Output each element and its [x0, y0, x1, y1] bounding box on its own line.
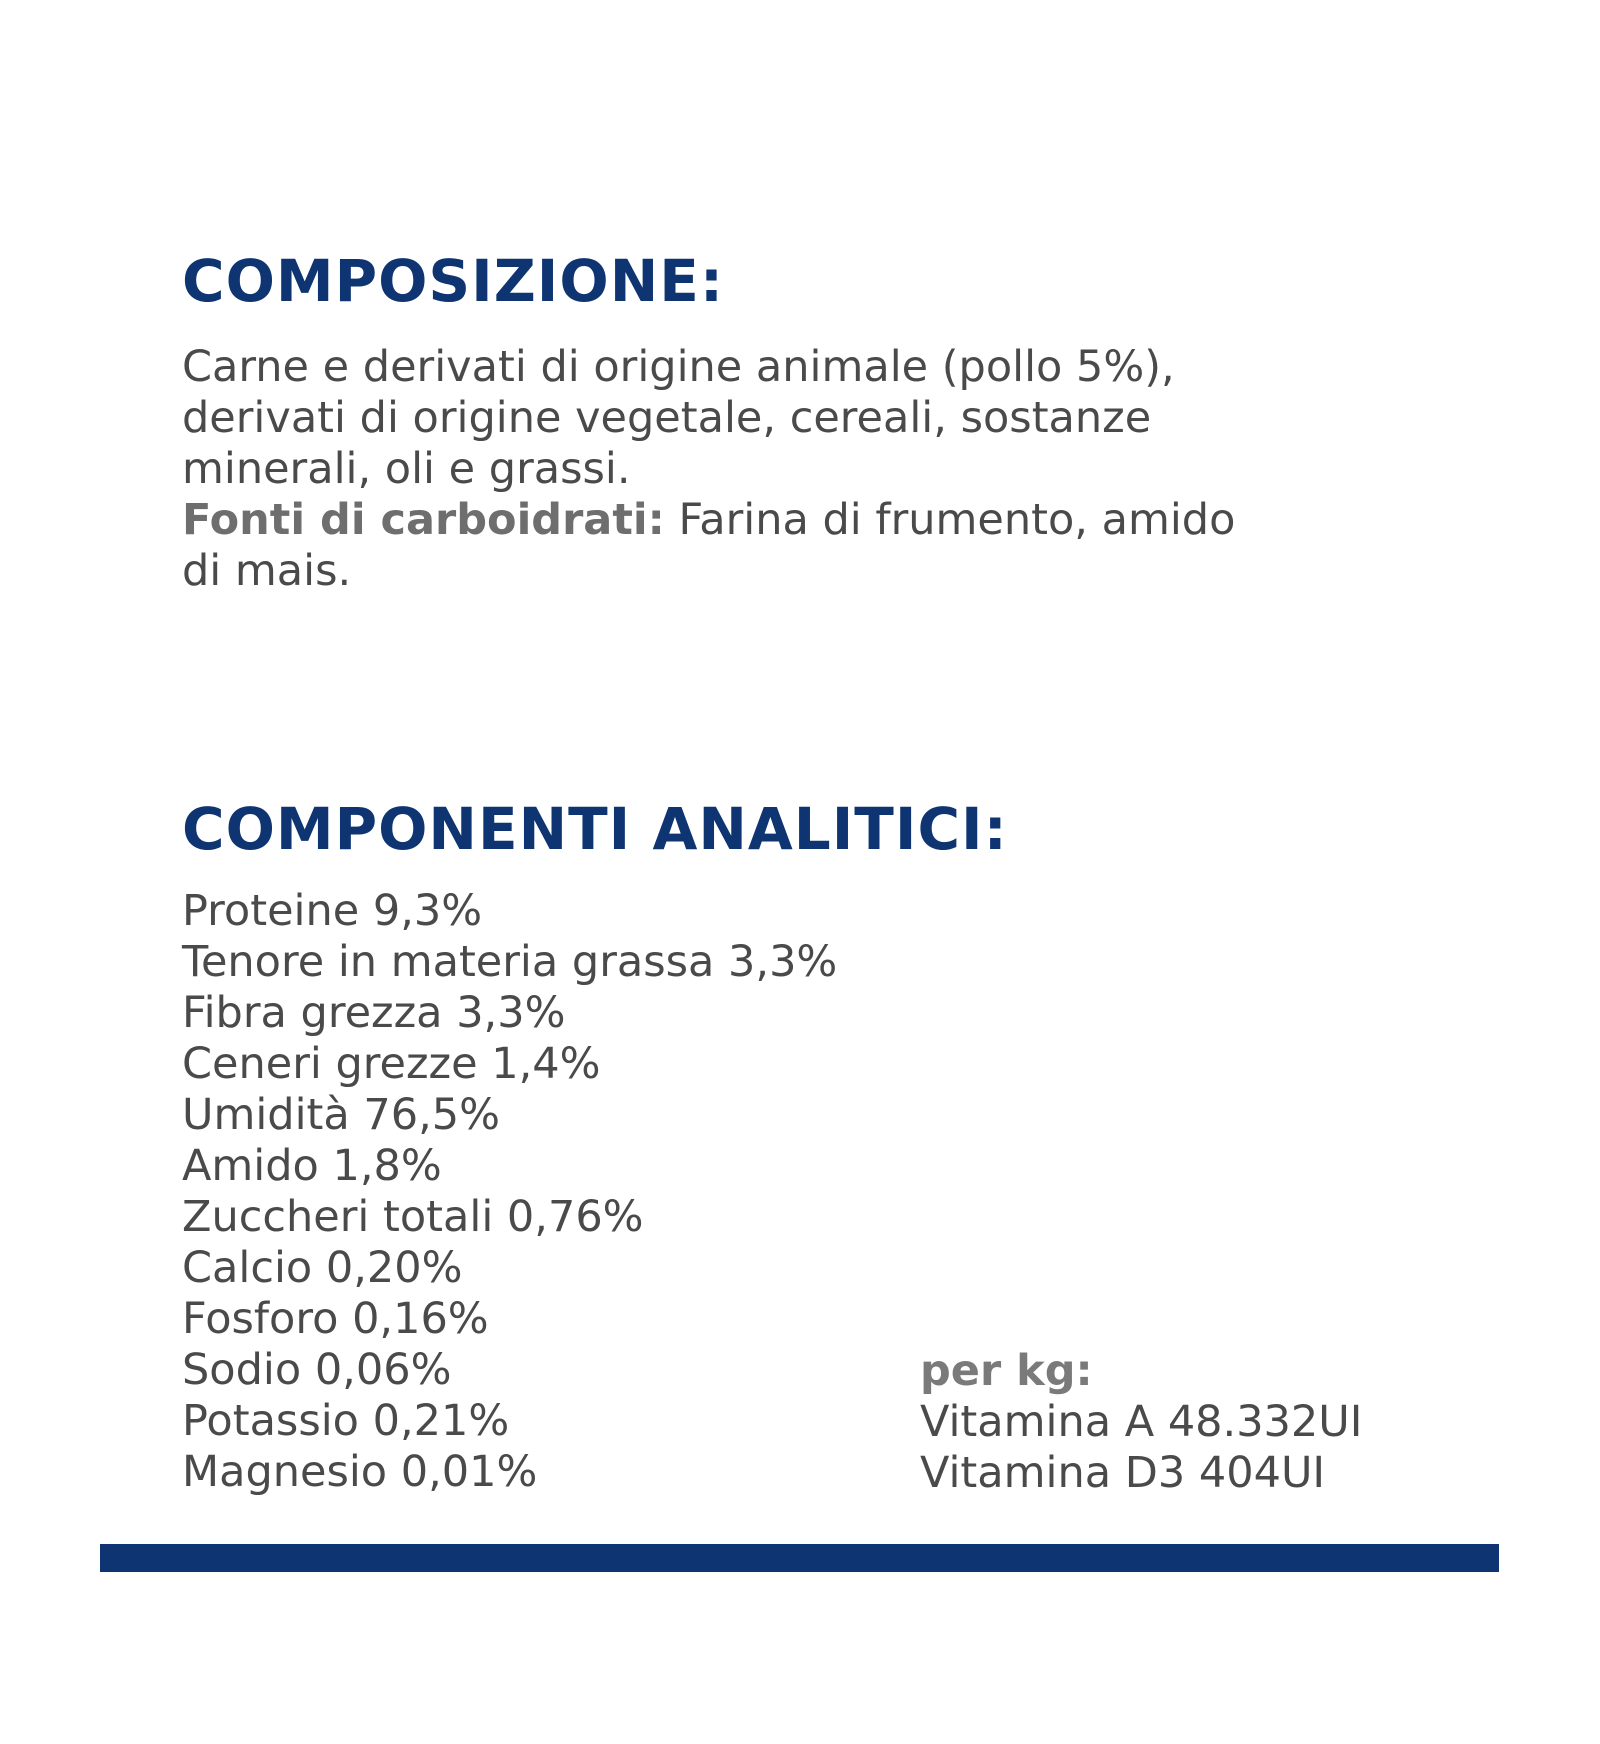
composition-line: Carne e derivati di origine animale (pollo 5%),	[182, 342, 1175, 392]
list-item: Magnesio 0,01%	[182, 1447, 538, 1497]
composition-heading: COMPOSIZIONE:	[182, 247, 725, 315]
list-item: Fosforo 0,16%	[182, 1294, 489, 1344]
list-item: Proteine 9,3%	[182, 886, 483, 936]
list-item: Potassio 0,21%	[182, 1396, 510, 1446]
list-item: Tenore in materia grassa 3,3%	[182, 937, 838, 987]
list-item: Calcio 0,20%	[182, 1243, 463, 1293]
list-item: Amido 1,8%	[182, 1141, 442, 1191]
carbohydrate-sources-label: Fonti di carboidrati:	[182, 495, 665, 545]
composition-line: minerali, oli e grassi.	[182, 444, 631, 494]
list-item: Fibra grezza 3,3%	[182, 988, 566, 1038]
per-kg-vitamins	[920, 1346, 1362, 1499]
carbohydrate-sources-continuation: di mais.	[182, 546, 352, 596]
per-kg-label: per kg:	[920, 1346, 1093, 1396]
carbohydrate-sources-value: Farina di frumento, amido	[664, 495, 1236, 545]
composition-line: derivati di origine vegetale, cereali, sostanze	[182, 393, 1152, 443]
list-item: Zuccheri totali 0,76%	[182, 1192, 644, 1242]
vitamin-item: Vitamina A 48.332UI	[920, 1397, 1363, 1447]
footer-divider-bar	[100, 1544, 1499, 1572]
analytical-components-heading: COMPONENTI ANALITICI:	[182, 795, 1008, 863]
list-item: Ceneri grezze 1,4%	[182, 1039, 601, 1089]
composition-text	[182, 342, 1235, 597]
list-item: Sodio 0,06%	[182, 1345, 452, 1395]
carbohydrate-sources-line	[182, 495, 1235, 546]
list-item: Umidità 76,5%	[182, 1090, 501, 1140]
vitamin-item: Vitamina D3 404UI	[920, 1448, 1326, 1498]
analytical-components-list	[182, 886, 837, 1498]
